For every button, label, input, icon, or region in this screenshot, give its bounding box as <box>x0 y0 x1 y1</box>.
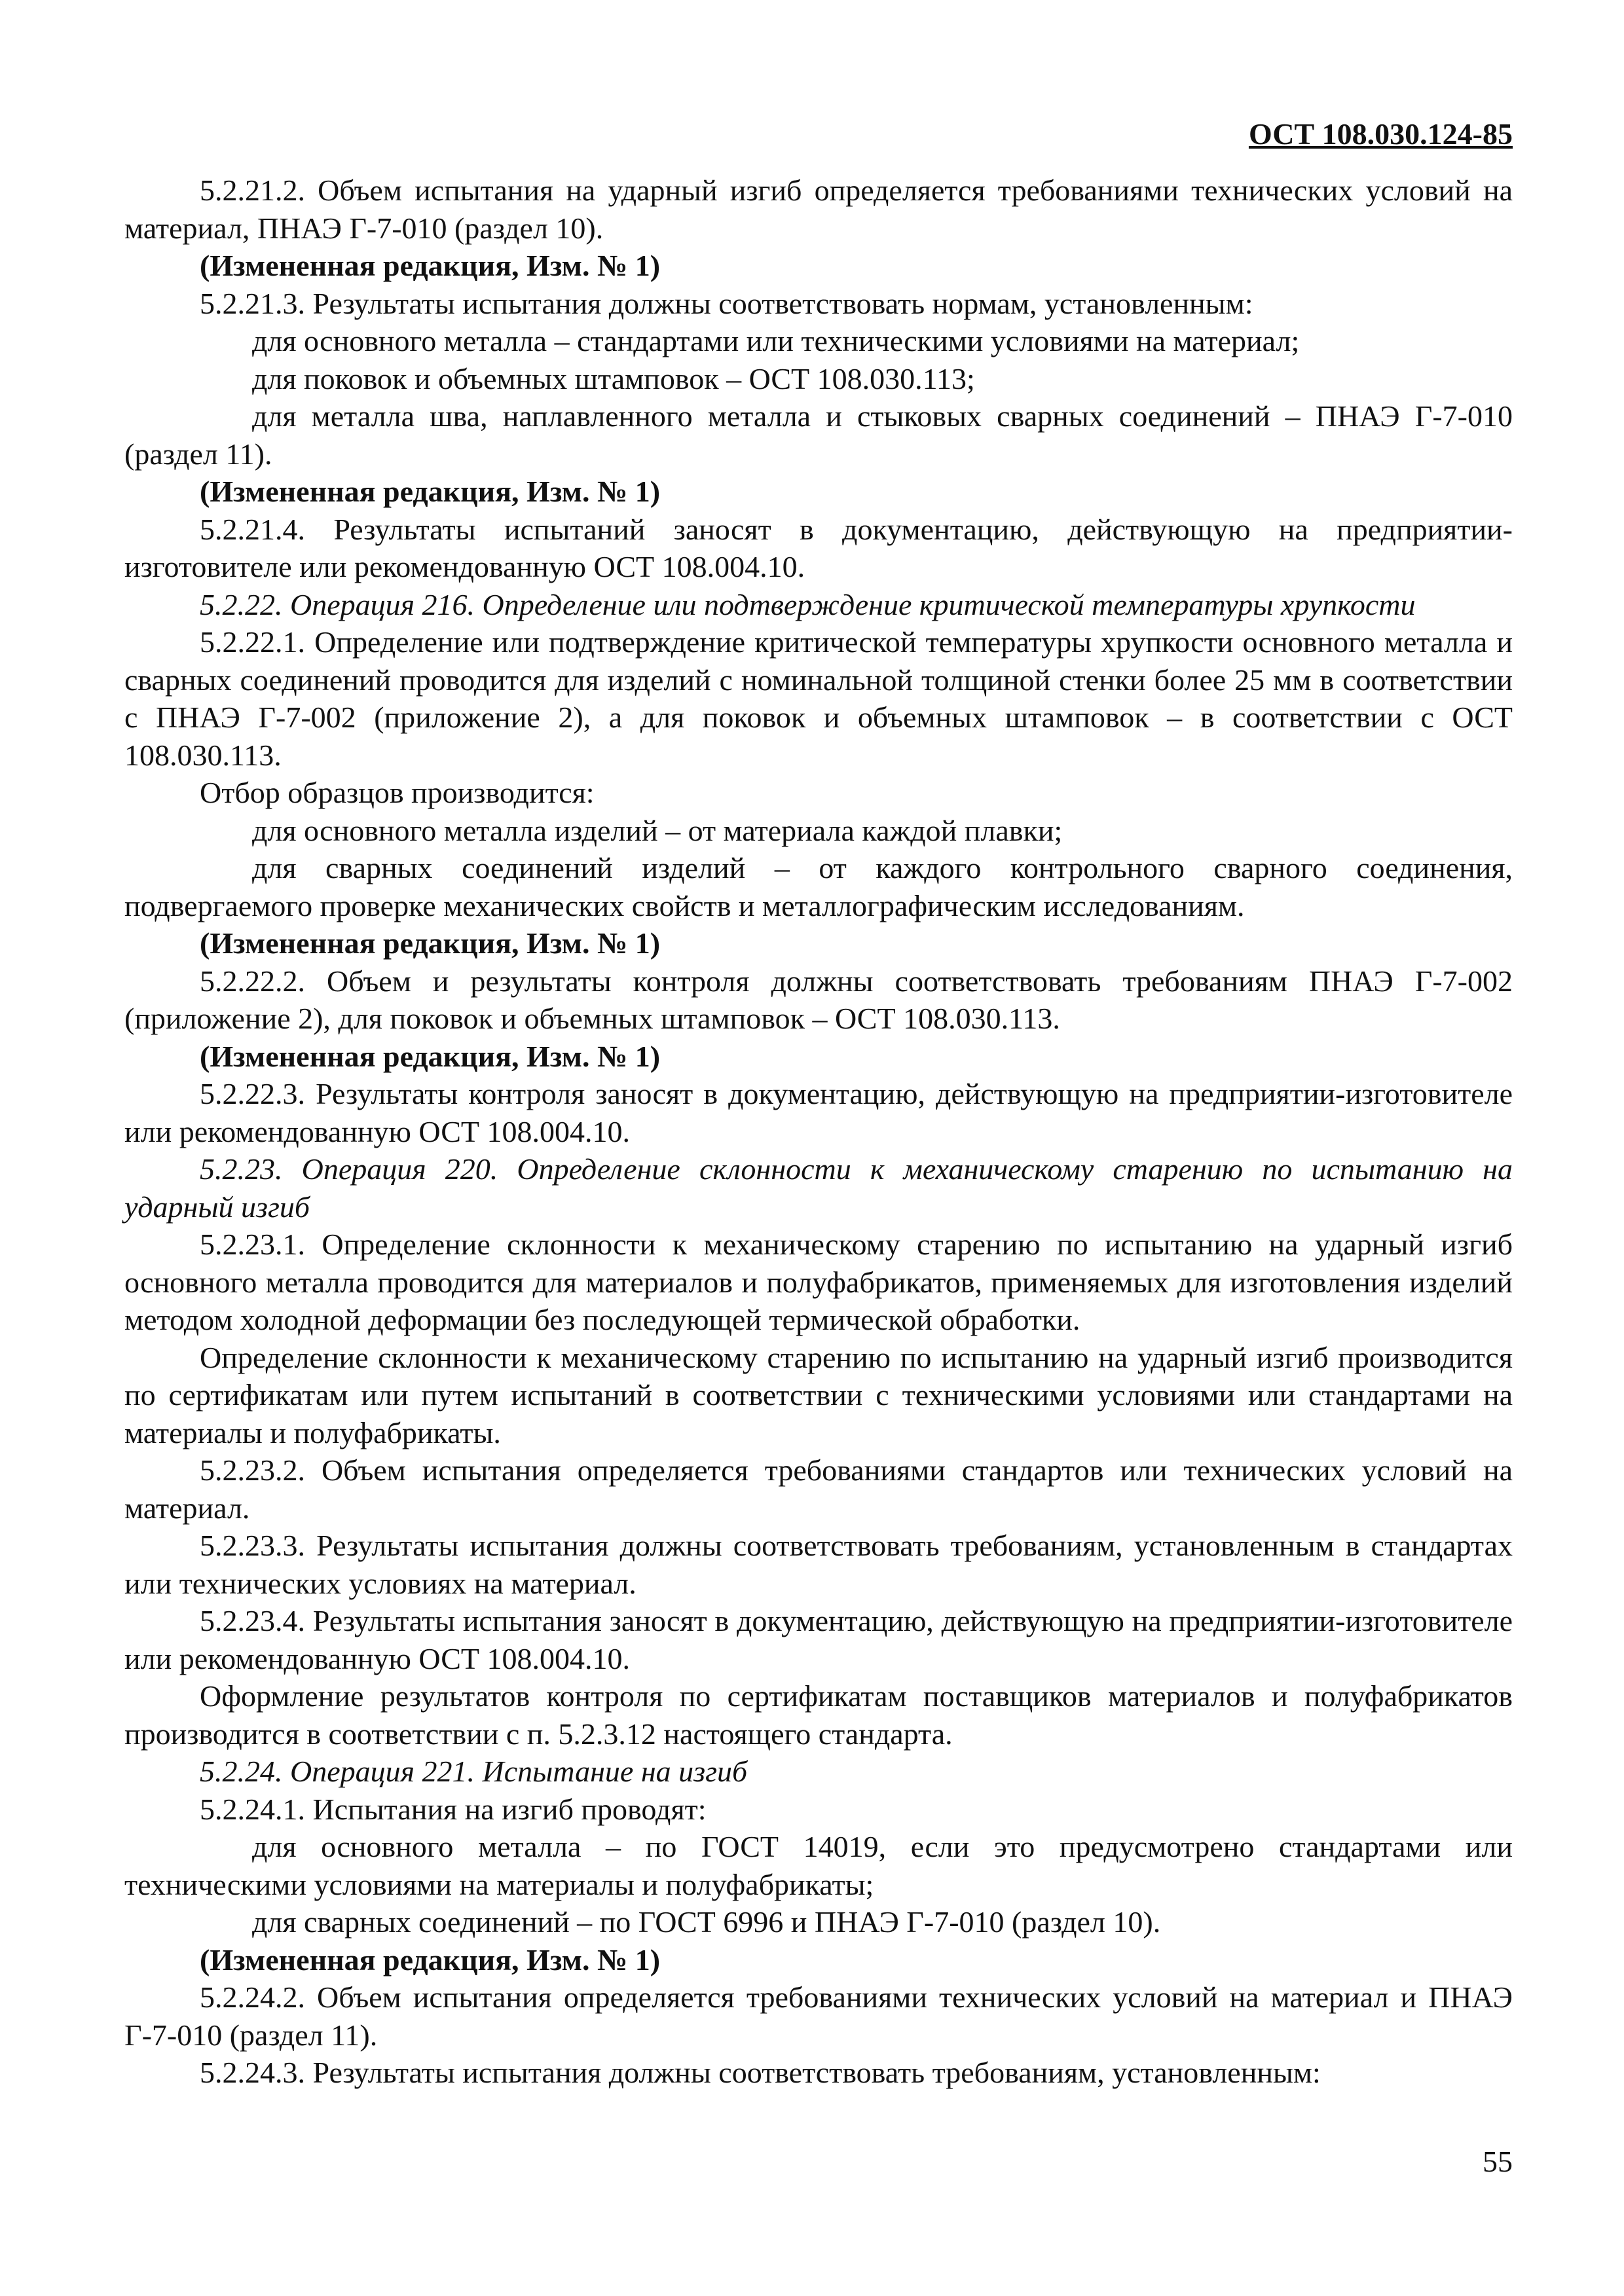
amendment-note: (Измененная редакция, Изм. № 1) <box>200 1942 661 1977</box>
paragraph: 5.2.24.1. Испытания на изгиб проводят: <box>200 1792 707 1826</box>
list-item: для основного металла – стандартами или техническими условиями на материал; <box>252 324 1300 357</box>
list-item: для сварных соединений изделий – от каждого контрольного сварного соединения, подвергаемого проверке механических свойств и металлографическим исследованиям. <box>124 851 1513 922</box>
section-heading: 5.2.24. Операция 221. Испытание на изгиб <box>200 1755 748 1788</box>
list-item: для основного металла изделий – от материала каждой плавки; <box>252 813 1063 847</box>
paragraph: 5.2.23.3. Результаты испытания должны соответствовать требованиям, установленным в стандартах или технических условиях на материал. <box>124 1529 1513 1600</box>
list-item: для основного металла – по ГОСТ 14019, если это предусмотрено стандартами или техническими условиями на материалы и полуфабрикаты; <box>124 1830 1513 1901</box>
paragraph: 5.2.23.1. Определение склонности к механическому старению по испытанию на ударный изгиб основного металла проводится для материалов и полуфабрикатов, применяемых для изготовления изделий методом холодной деформации без последующей термической обработки. <box>124 1228 1513 1336</box>
paragraph: Оформление результатов контроля по сертификатам поставщиков материалов и полуфабрикатов производится в соответствии с п. 5.2.3.12 настоящего стандарта. <box>124 1679 1513 1751</box>
paragraph: Отбор образцов производится: <box>200 776 595 809</box>
section-heading: 5.2.23. Операция 220. Определение склонности к механическому старению по испытанию на ударный изгиб <box>124 1152 1513 1224</box>
list-item: для металла шва, наплавленного металла и стыковых сварных соединений – ПНАЭ Г-7-010 (раздел 11). <box>124 399 1513 471</box>
paragraph: 5.2.21.2. Объем испытания на ударный изгиб определяется требованиями технических условий на материал, ПНАЭ Г-7-010 (раздел 10). <box>124 173 1513 245</box>
document-body <box>124 172 1513 2092</box>
paragraph: 5.2.22.2. Объем и результаты контроля должны соответствовать требованиям ПНАЭ Г-7-002 (приложение 2), для поковок и объемных штамповок – ОСТ 108.030.113. <box>124 964 1513 1035</box>
amendment-note: (Измененная редакция, Изм. № 1) <box>200 926 661 960</box>
section-heading: 5.2.22. Операция 216. Определение или подтверждение критической температуры хрупкости <box>200 587 1416 621</box>
document-code: ОСТ 108.030.124-85 <box>1248 117 1513 151</box>
list-item: для поковок и объемных штамповок – ОСТ 108.030.113; <box>252 361 975 395</box>
paragraph: Определение склонности к механическому старению по испытанию на ударный изгиб производится по сертификатам или путем испытаний в соответствии с техническими условиями или стандартами на материалы и полуфабрикаты. <box>124 1340 1513 1449</box>
paragraph: 5.2.24.2. Объем испытания определяется требованиями технических условий на материал и ПНАЭ Г-7-010 (раздел 11). <box>124 1980 1513 2052</box>
list-item: для сварных соединений – по ГОСТ 6996 и ПНАЭ Г-7-010 (раздел 10). <box>252 1905 1161 1939</box>
paragraph: 5.2.23.4. Результаты испытания заносят в документацию, действующую на предприятии-изготовителе или рекомендованную ОСТ 108.004.10. <box>124 1604 1513 1675</box>
paragraph: 5.2.21.3. Результаты испытания должны соответствовать нормам, установленным: <box>200 286 1253 320</box>
paragraph: 5.2.22.1. Определение или подтверждение критической температуры хрупкости основного металла и сварных соединений проводится для изделий с номинальной толщиной стенки более 25 мм в соответствии с ПНАЭ Г-7-002 (приложение 2), а для поковок и объемных штамповок – в соответствии с ОСТ 108.030.113. <box>124 625 1513 772</box>
paragraph: 5.2.22.3. Результаты контроля заносят в документацию, действующую на предприятии-изготовителе или рекомендованную ОСТ 108.004.10. <box>124 1077 1513 1148</box>
paragraph: 5.2.21.4. Результаты испытаний заносят в документацию, действующую на предприятии-изготовителе или рекомендованную ОСТ 108.004.10. <box>124 512 1513 583</box>
amendment-note: (Измененная редакция, Изм. № 1) <box>200 475 661 508</box>
amendment-note: (Измененная редакция, Изм. № 1) <box>200 1039 661 1073</box>
paragraph: 5.2.24.3. Результаты испытания должны соответствовать требованиям, установленным: <box>200 2056 1321 2089</box>
paragraph: 5.2.23.2. Объем испытания определяется требованиями стандартов или технических условий на материал. <box>124 1453 1513 1525</box>
page-number: 55 <box>1483 2145 1513 2178</box>
amendment-note: (Измененная редакция, Изм. № 1) <box>200 249 661 282</box>
